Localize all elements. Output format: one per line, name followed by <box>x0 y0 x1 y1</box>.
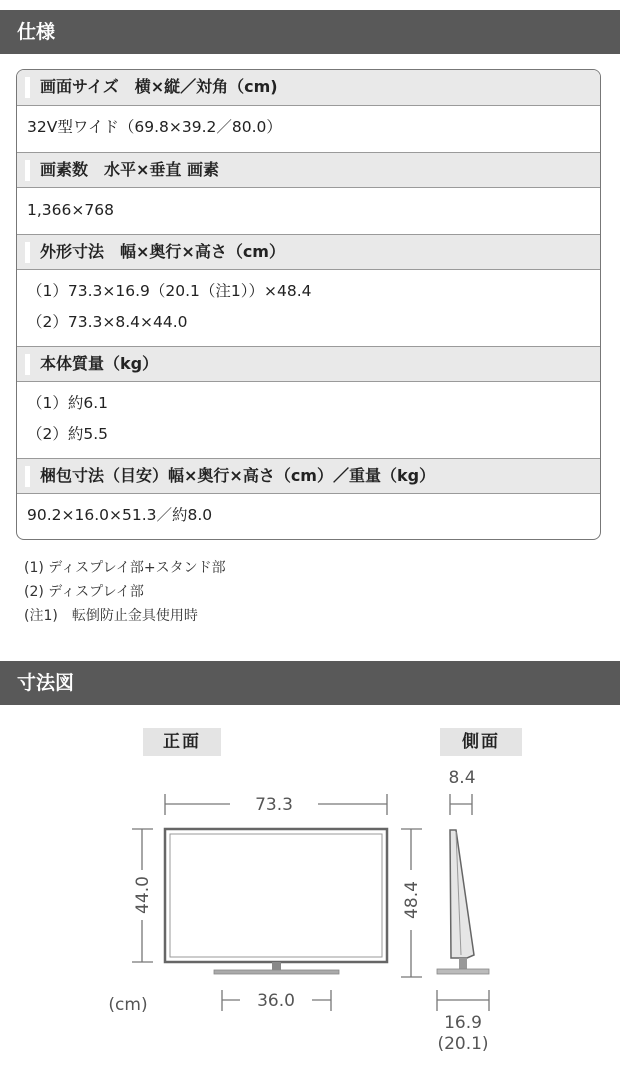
spec-value-dimensions-2: （2）73.3×8.4×44.0 <box>27 313 188 331</box>
spec-value-weight-1: （1）約6.1 <box>27 394 109 412</box>
unit-label: (cm) <box>108 995 148 1015</box>
dim-front-width: 73.3 <box>255 795 293 815</box>
spec-value-weight-2: （2）約5.5 <box>27 425 109 443</box>
spec-value-pixels: 1,366×768 <box>27 201 114 219</box>
front-view-label: 正面 <box>143 728 221 756</box>
spec-label-weight: 本体質量（kg） <box>40 354 159 373</box>
spec-label-screen-size: 画面サイズ 横×縦／対角（cm) <box>40 77 278 96</box>
spec-label-package: 梱包寸法（目安）幅×奥行×高さ（cm）／重量（kg） <box>40 466 436 485</box>
dim-side-depth: 8.4 <box>448 768 476 788</box>
spec-value-screen-size: 32V型ワイド（69.8×39.2／80.0） <box>27 118 282 136</box>
note-1: (1) ディスプレイ部+スタンド部 <box>24 560 226 576</box>
spec-section-title: 仕様 <box>17 21 56 43</box>
dim-total-height: 48.4 <box>402 881 422 919</box>
dim-front-height: 44.0 <box>133 876 153 914</box>
dim-stand-depth-note: (20.1) <box>437 1034 489 1054</box>
front-view-tv <box>165 829 387 974</box>
spec-value-dimensions-1: （1）73.3×16.9（20.1（注1））×48.4 <box>27 282 312 300</box>
spec-value-package: 90.2×16.0×51.3／約8.0 <box>27 506 213 524</box>
diagram-section-title: 寸法図 <box>17 672 75 694</box>
note-3: (注1) 転倒防止金具使用時 <box>24 608 198 624</box>
spec-label-dimensions: 外形寸法 幅×奥行×高さ（cm） <box>40 242 285 261</box>
note-2: (2) ディスプレイ部 <box>24 584 144 600</box>
dim-stand-width: 36.0 <box>257 991 295 1011</box>
side-view-tv <box>437 830 489 974</box>
dim-stand-depth: 16.9 <box>444 1013 482 1033</box>
side-view-label: 側面 <box>440 728 522 756</box>
spec-label-pixels: 画素数 水平×垂直 画素 <box>40 160 219 179</box>
